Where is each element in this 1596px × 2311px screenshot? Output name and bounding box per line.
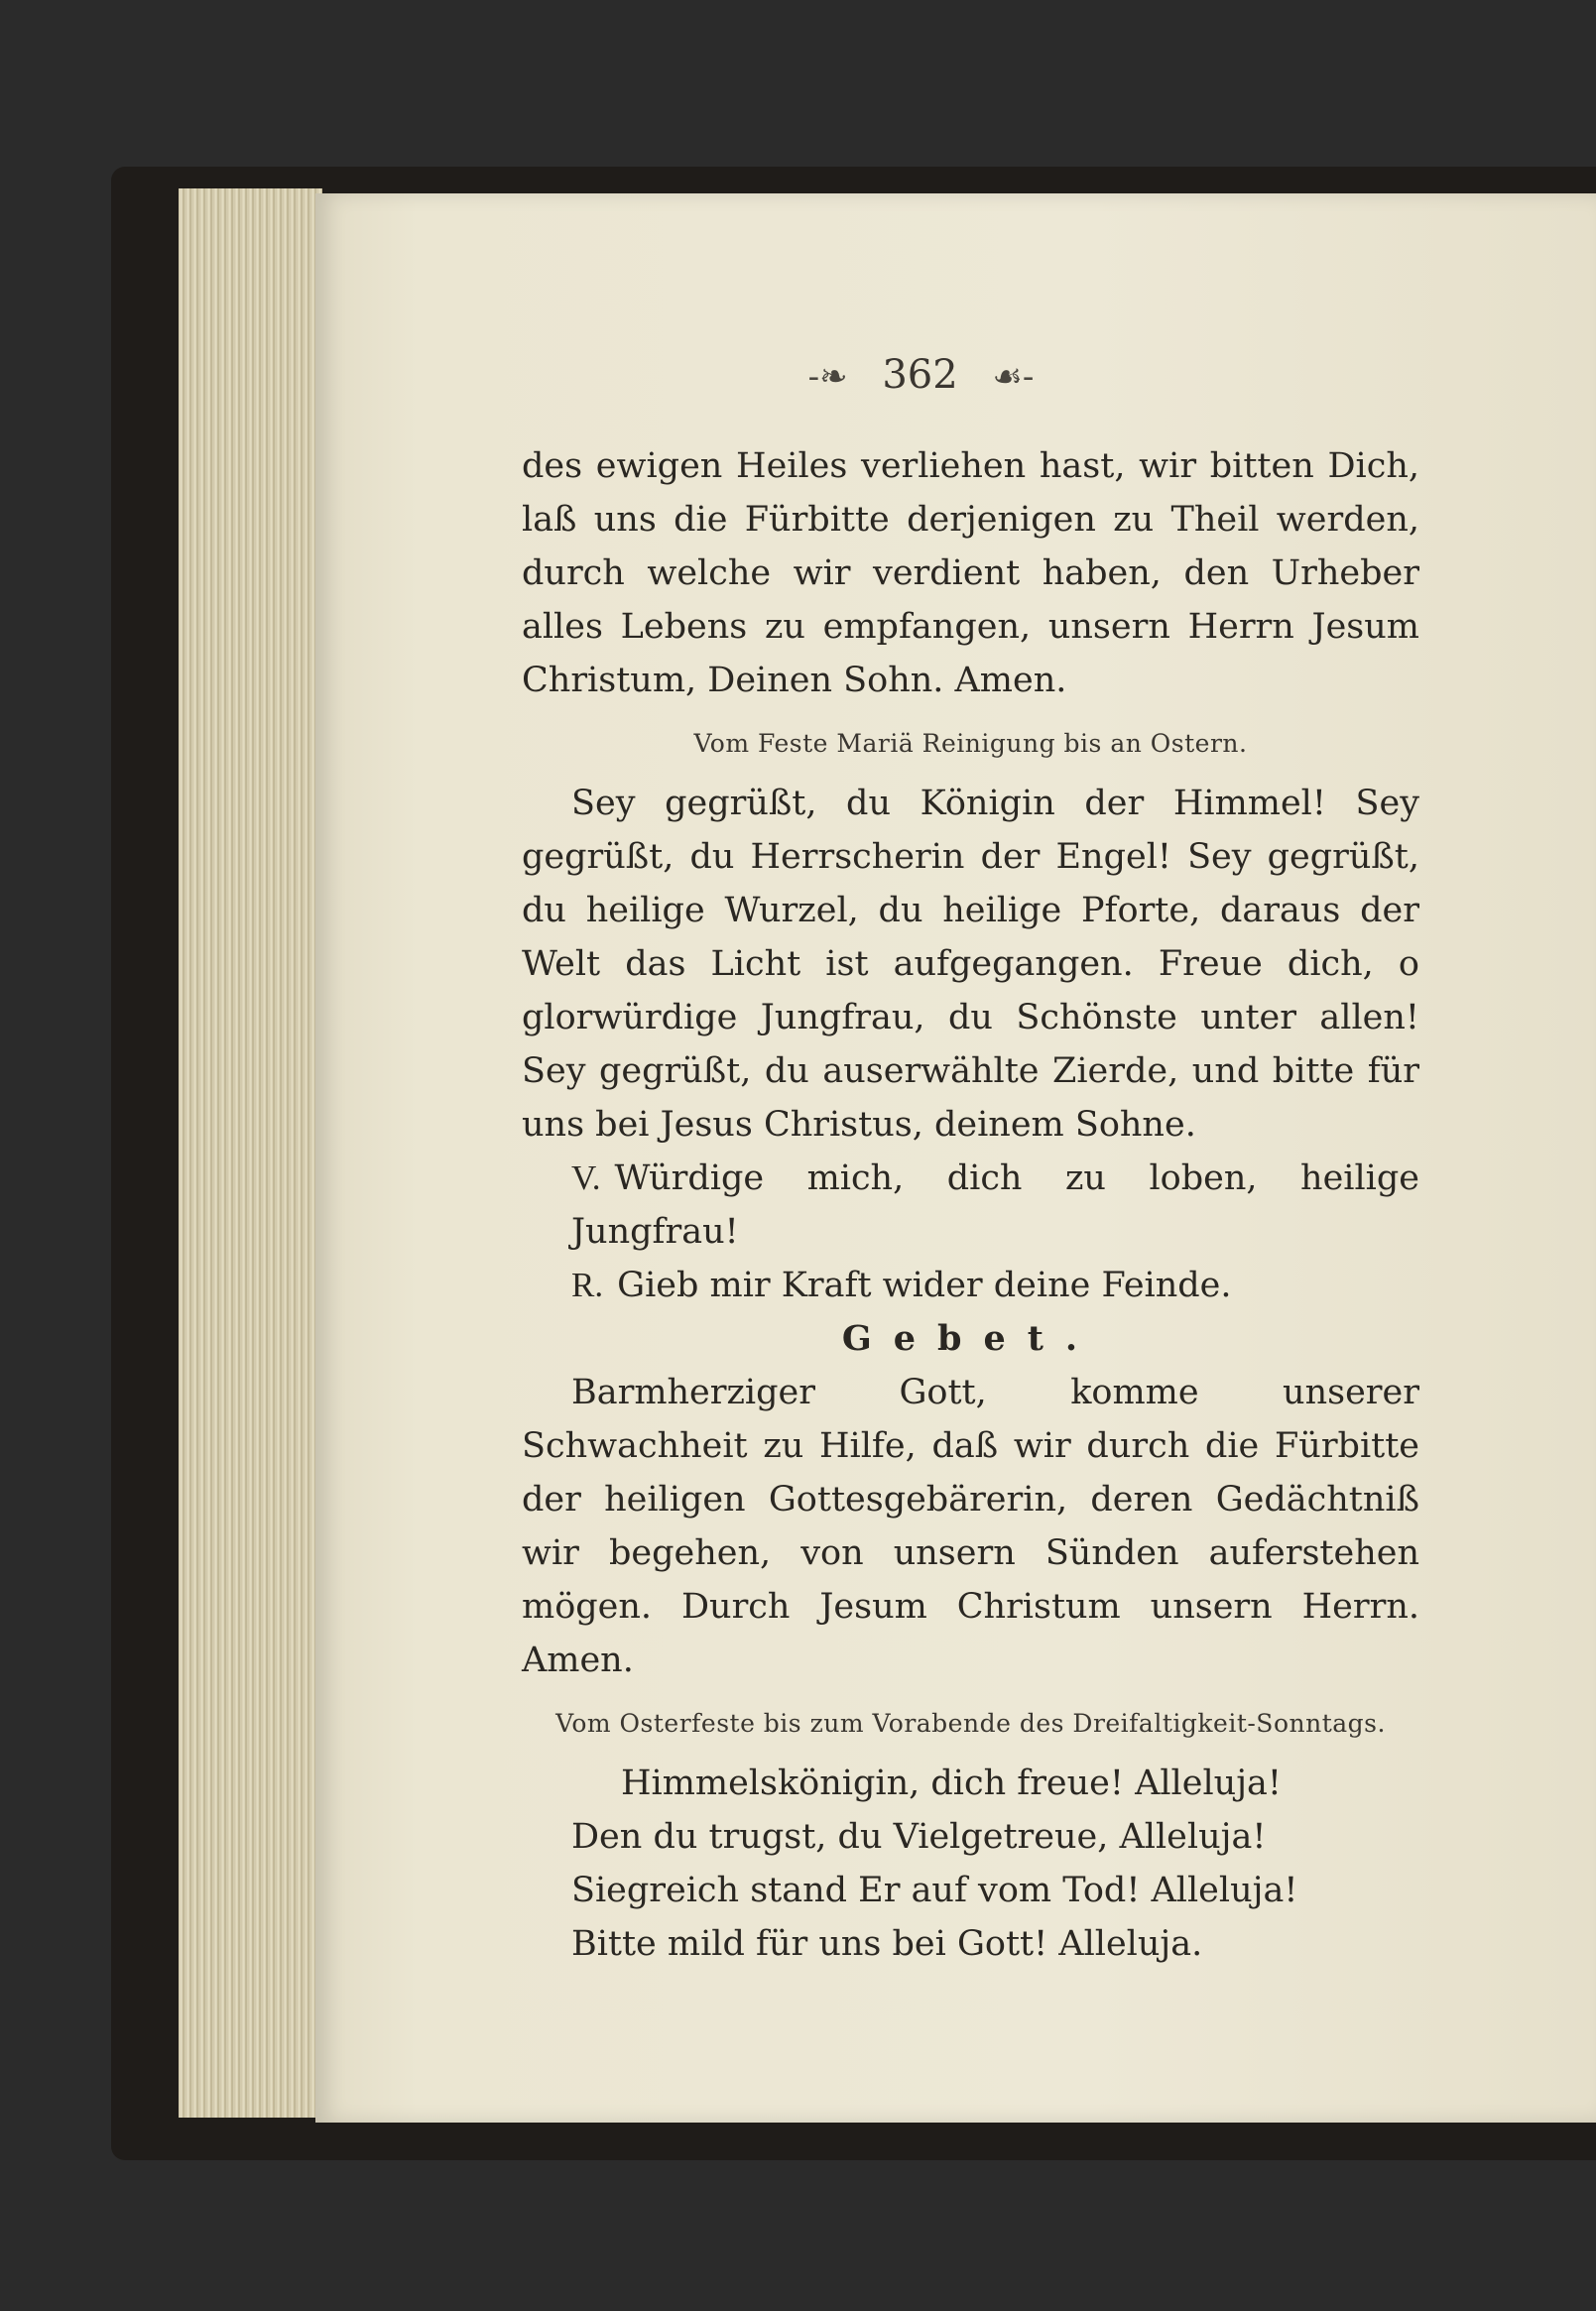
paragraph-ave-regina: Sey gegrüßt, du Königin der Himmel! Sey gegrüßt, du Herrscherin der Engel! Sey gegrüßt, du heilige Wurzel, du heilige Pforte, daraus der Welt das Licht ist aufgegangen. Freue dich, o glorwürdige Jungfrau, du Schönste unter allen! Sey gegrüßt, du auserwählte Zierde, und bitte für uns bei Jesus Christus, deinem Sohne. (522, 784, 1419, 1145)
response-label: R. (571, 1266, 604, 1304)
poem (522, 1757, 1419, 1971)
page-edges (179, 188, 322, 2118)
versicle (571, 1152, 1419, 1259)
response (571, 1259, 1419, 1312)
versicle-label: V. (571, 1158, 601, 1197)
page-number: 362 (882, 352, 958, 398)
section-heading: Vom Osterfeste bis zum Vorabende des Dreifaltigkeit-Sonntags. (555, 1709, 1386, 1738)
ornament-right-icon: ☙- (992, 357, 1035, 397)
section-heading: Vom Feste Mariä Reinigung bis an Ostern. (693, 729, 1248, 758)
paragraph-prayer: Barmherziger Gott, komme unserer Schwachheit zu Hilfe, daß wir durch die Fürbitte der heiligen Gottesgebärerin, deren Gedächtniß wir begehen, von unsern Sünden auferstehen mögen. Durch Jesum Christum unsern Herrn. Amen. (522, 1373, 1419, 1680)
poem-line: Bitte mild für uns bei Gott! Alleluja. (571, 1924, 1203, 1964)
response-text: Gieb mir Kraft wider deine Feinde. (617, 1266, 1232, 1305)
poem-line: Himmelskönigin, dich freue! Alleluja! (621, 1764, 1282, 1803)
paragraph-continued: des ewigen Heiles verliehen hast, wir bitten Dich, laß uns die Fürbitte derjenigen zu Theil werden, durch welche wir verdient haben, den Urheber alles Lebens zu empfangen, unsern Herrn Jesum Christum, Deinen Sohn. Amen. (522, 446, 1419, 700)
versicle-text: Würdige mich, dich zu loben, heilige Jungfrau! (571, 1158, 1419, 1252)
poem-line: Den du trugst, du Vielgetreue, Alleluja! (571, 1817, 1267, 1857)
ornament-left-icon: -❧ (807, 357, 848, 397)
book-page (315, 193, 1596, 2123)
prayer-heading: Gebet. (841, 1318, 1100, 1359)
page-header (281, 352, 1561, 398)
page-body (522, 439, 1419, 1971)
poem-line: Siegreich stand Er auf vom Tod! Alleluja! (571, 1871, 1298, 1910)
